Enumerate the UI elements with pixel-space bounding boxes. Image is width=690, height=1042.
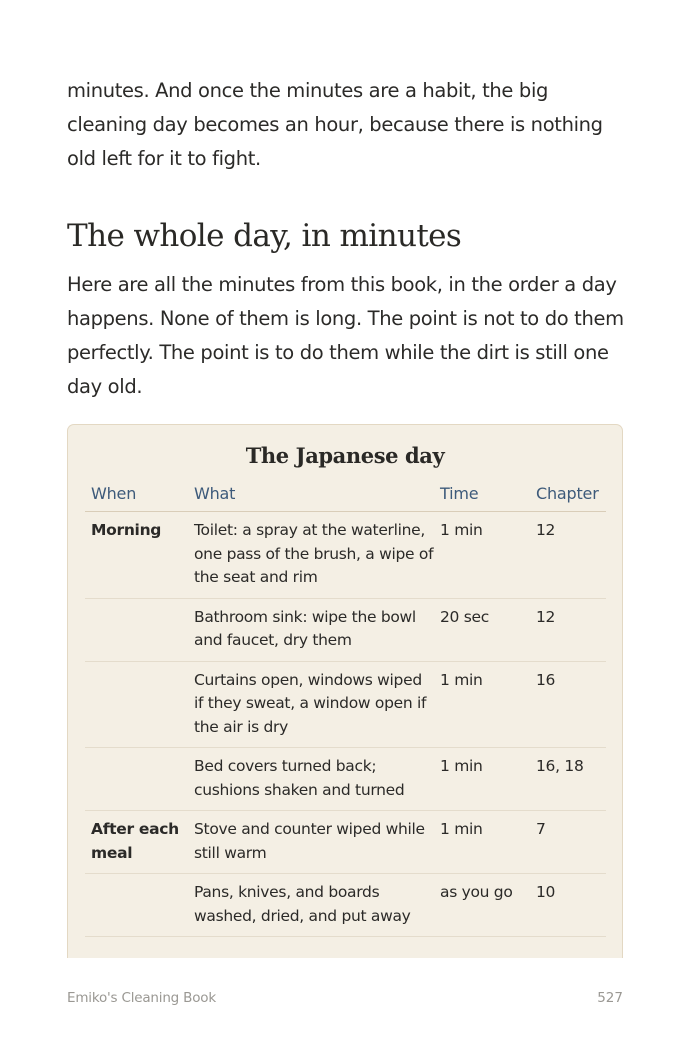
cell-time: 20 sec [434, 598, 530, 661]
cell-what: Toilet: a spray at the waterline, one pass of the brush, a wipe of the seat and rim [188, 512, 434, 599]
cell-when [85, 598, 188, 661]
cell-chapter: 7 [530, 811, 606, 874]
cell-when: After each meal [85, 811, 188, 874]
footer-page-number: 527 [597, 990, 623, 1006]
cell-what: Curtains open, windows wiped if they sweat, a window open if the air is dry [188, 661, 434, 748]
column-header-when: When [85, 479, 188, 512]
intro-paragraph: Here are all the minutes from this book, in the order a day happens. None of them is long. The point is not to do them perfectly. The point is to do them while the dirt is still one day old. [67, 273, 624, 398]
cell-time: 1 min [434, 512, 530, 599]
cell-chapter: 10 [530, 874, 606, 937]
cell-time: 1 min [434, 748, 530, 811]
cell-what: Bed covers turned back; cushions shaken and turned [188, 748, 434, 811]
cell-what: Stove and counter wiped while still warm [188, 811, 434, 874]
cell-what: Pans, knives, and boards washed, dried, and put away [188, 874, 434, 937]
cell-what: Bathroom sink: wipe the bowl and faucet, dry them [188, 598, 434, 661]
cell-time: 1 min [434, 661, 530, 748]
table-header-row [85, 479, 606, 512]
column-header-time: Time [434, 479, 530, 512]
cell-chapter: 12 [530, 598, 606, 661]
cell-chapter: 12 [530, 512, 606, 599]
cell-when [85, 874, 188, 937]
column-header-chapter: Chapter [530, 479, 606, 512]
table-row [85, 748, 606, 811]
footer-book-title: Emiko's Cleaning Book [67, 990, 216, 1006]
cell-time: as you go [434, 874, 530, 937]
section-heading: The whole day, in minutes [67, 218, 462, 254]
table-row [85, 874, 606, 937]
table-row [85, 598, 606, 661]
cell-when [85, 661, 188, 748]
column-header-what: What [188, 479, 434, 512]
cell-chapter: 16 [530, 661, 606, 748]
body-paragraph: minutes. And once the minutes are a habit, the big cleaning day becomes an hour, because there is nothing old left for it to fight. [67, 79, 603, 170]
table-row [85, 512, 606, 599]
cell-when: Morning [85, 512, 188, 599]
table-row [85, 811, 606, 874]
cell-time: 1 min [434, 811, 530, 874]
cell-when [85, 748, 188, 811]
schedule-card [67, 424, 623, 958]
table-row [85, 661, 606, 748]
table-title: The Japanese day [245, 443, 445, 468]
cell-chapter: 16, 18 [530, 748, 606, 811]
schedule-table [85, 479, 606, 937]
